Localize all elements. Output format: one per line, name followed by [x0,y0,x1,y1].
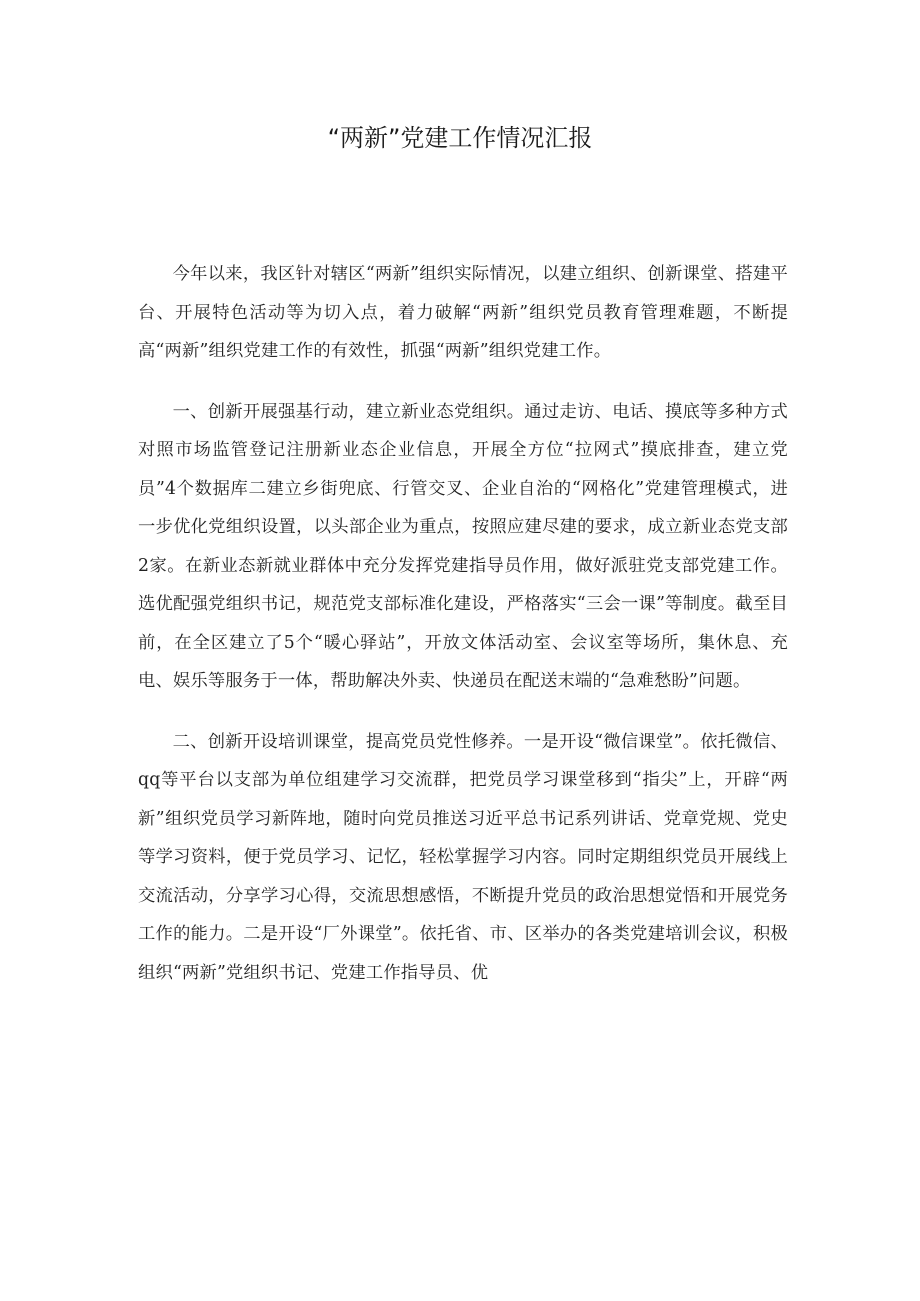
paragraph-section-2: 二、创新开设培训课堂，提高党员党性修养。一是开设“微信课堂”。依托微信、qq等平台以支部为单位组建学习交流群，把党员学习课堂移到“指尖”上，开辟“两新”组织党员学习新阵地，随时向党员推送习近平总书记系列讲话、党章党规、党史等学习资料，便于党员学习、记忆，轻松掌握学习内容。同时定期组织党员开展线上交流活动，分享学习心得，交流思想感悟，不断提升党员的政治思想觉悟和开展党务工作的能力。二是开设“厂外课堂”。依托省、市、区举办的各类党建培训会议，积极组织“两新”党组织书记、党建工作指导员、优 [138,731,788,983]
paragraph-intro: 今年以来，我区针对辖区“两新”组织实际情况，以建立组织、创新课堂、搭建平台、开展特色活动等为切入点，着力破解“两新”组织党员教育管理难题，不断提高“两新”组织党建工作的有效性，抓强“两新”组织党建工作。 [138,264,788,361]
document-title: “两新”党建工作情况汇报 [327,124,593,152]
document-body [138,255,788,1014]
paragraph-section-1: 一、创新开展强基行动，建立新业态党组织。通过走访、电话、摸底等多种方式对照市场监管登记注册新业态企业信息，开展全方位“拉网式”摸底排查，建立党员”4个数据库二建立乡街兜底、行管交叉、企业自治的“网格化”党建管理模式，进一步优化党组织设置，以头部企业为重点，按照应建尽建的要求，成立新业态党支部2家。在新业态新就业群体中充分发挥党建指导员作用，做好派驻党支部党建工作。选优配强党组织书记，规范党支部标准化建设，严格落实“三会一课”等制度。截至目前，在全区建立了5个“暖心驿站”，开放文体活动室、会议室等场所，集休息、充电、娱乐等服务于一体，帮助解决外卖、快递员在配送末端的“急难愁盼”问题。 [138,401,788,691]
